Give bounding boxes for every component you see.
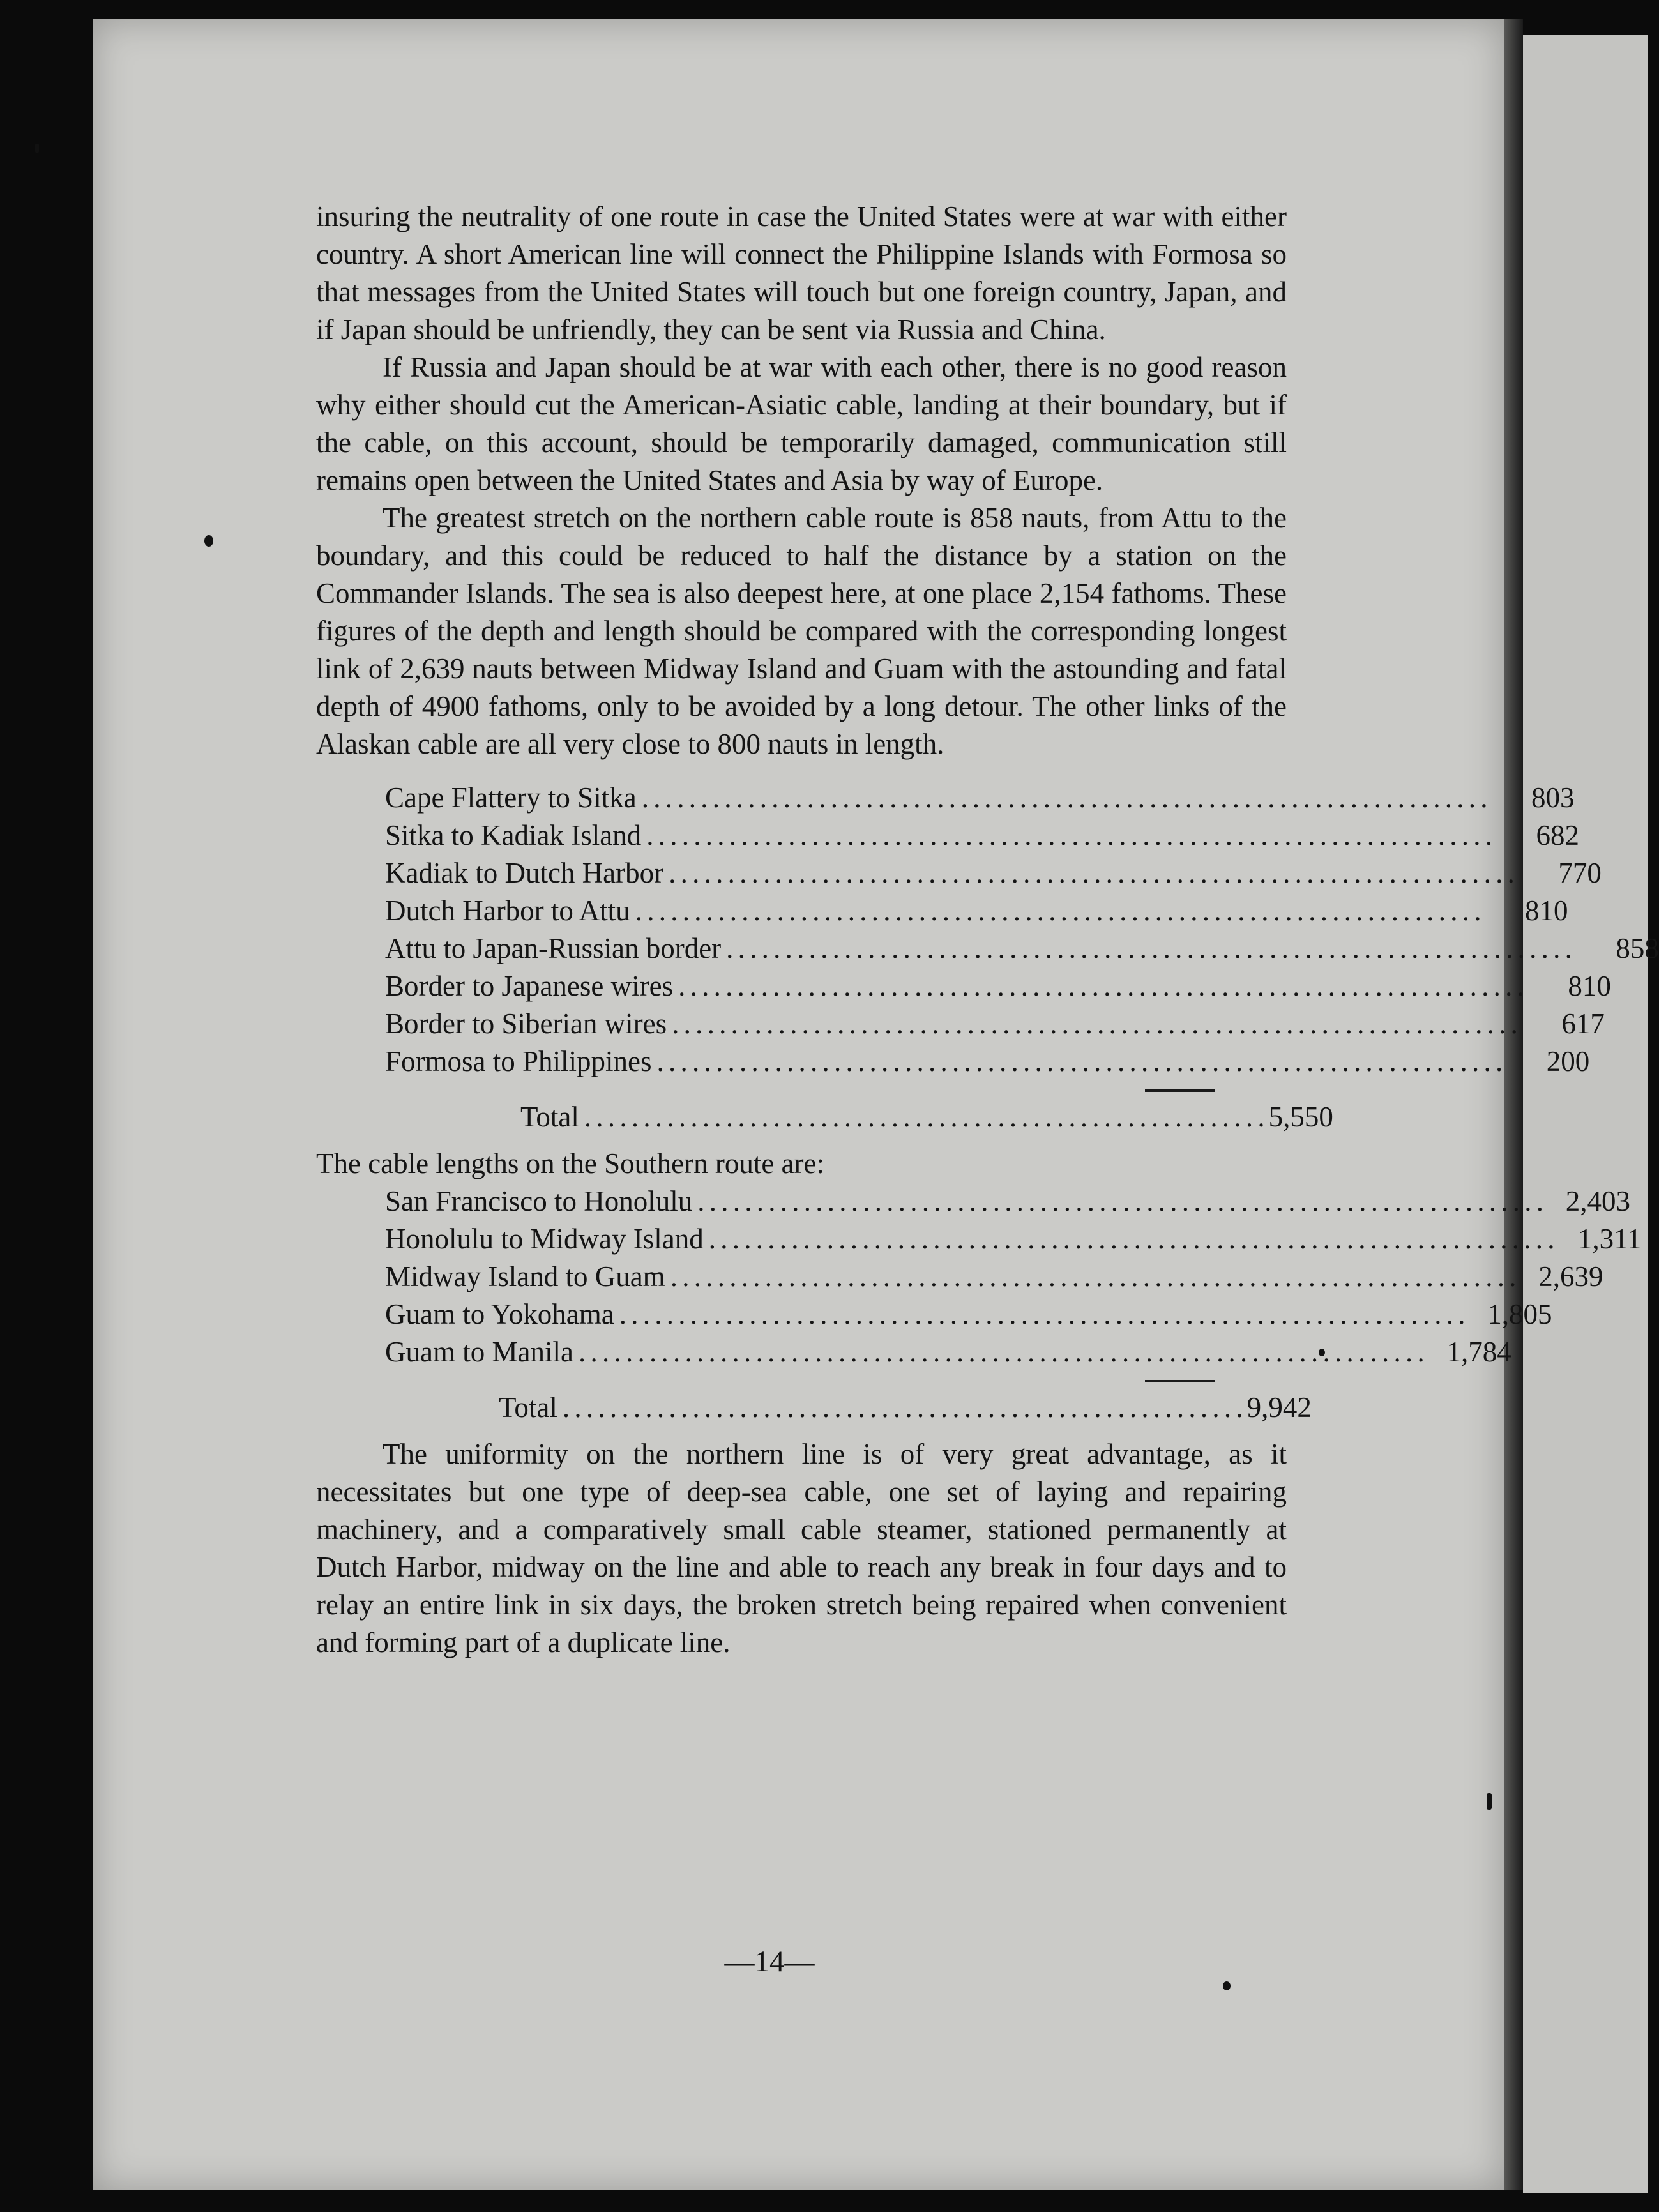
- dot-leader: [709, 1220, 1554, 1258]
- route-label: Attu to Japan-Russian border: [385, 932, 722, 964]
- table-row: [385, 1220, 1642, 1258]
- scan-speck: [1487, 1793, 1492, 1810]
- table-row: [385, 930, 1659, 967]
- dot-leader: [579, 1333, 1423, 1371]
- scan-speck: [1223, 1981, 1231, 1990]
- total-label: Total: [520, 1101, 579, 1133]
- paragraph-3: The greatest stretch on the northern cable route is 858 nauts, from Attu to the boundary, and this could be reduced to half the distance by a station on the Commander Islands. The sea is also deepest here, at one place 2,154 fathoms. These figures of the depth and length should be compared with the corresponding longest link of 2,639 nauts between Midway Island and Guam with the astounding and fatal depth of 4900 fathoms, only to be avoided by a long detour. The other links of the Alaskan cable are all very close to 800 nauts in length.: [316, 502, 1287, 760]
- scan-speck: [35, 144, 39, 153]
- total-value: 5,550: [1268, 1101, 1333, 1133]
- dot-leader: [726, 930, 1571, 967]
- dot-leader: [678, 967, 1523, 1005]
- scan-speck: [204, 535, 213, 547]
- dot-leader: [646, 817, 1491, 854]
- page-number: —14—: [724, 1945, 815, 1978]
- route-label: Sitka to Kadiak Island: [385, 819, 642, 851]
- route-length: 810: [1568, 970, 1611, 1002]
- total-value: 9,942: [1246, 1391, 1312, 1423]
- dot-leader: . . . . . . . . . . . . . . . . . . . . . . . . . . . . . . . . . . . . . . . . . . . . . . . . . . . . . . . . . .: [584, 1101, 1264, 1133]
- northern-total-row: [385, 1098, 1333, 1136]
- table-row: [385, 1005, 1605, 1043]
- route-label: Formosa to Philippines: [385, 1045, 652, 1077]
- dot-leader: [697, 1183, 1542, 1220]
- route-length: 858: [1616, 932, 1659, 964]
- sum-rule: [1145, 1380, 1215, 1382]
- dot-leader: [642, 779, 1487, 817]
- route-length: 810: [1524, 895, 1568, 927]
- dot-leader: . . . . . . . . . . . . . . . . . . . . . . . . . . . . . . . . . . . . . . . . . . . . . . . . . . . . . . . . . .: [562, 1391, 1242, 1423]
- dot-leader: [619, 1296, 1464, 1333]
- dot-leader: [635, 892, 1480, 930]
- page-gutter-shadow: [1504, 19, 1523, 2190]
- northern-route-table: [385, 779, 1659, 1136]
- paragraph-2: If Russia and Japan should be at war with each other, there is no good reason why either should cut the American-Asiatic cable, landing at their boundary, but if the cable, on this account, should be temporarily damaged, communication still remains open between the United States and Asia by way of Europe.: [316, 351, 1287, 496]
- route-length: 682: [1536, 819, 1579, 851]
- route-label: Kadiak to Dutch Harbor: [385, 857, 664, 889]
- table-row: [385, 892, 1568, 930]
- table-row: [385, 1043, 1590, 1080]
- route-label: Border to Japanese wires: [385, 970, 674, 1002]
- route-length: 770: [1558, 857, 1602, 889]
- southern-total-row: [385, 1389, 1312, 1427]
- route-length: 1,784: [1446, 1336, 1511, 1368]
- route-label: Dutch Harbor to Attu: [385, 895, 630, 927]
- paragraph-4: The uniformity on the northern line is of very great advantage, as it necessitates but one type of deep-sea cable, one set of laying and repairing machinery, and a comparatively small cable steamer, stationed permanently at Dutch Harbor, midway on the line and able to reach any break in four days and to relay an entire link in six days, the broken stretch being repaired when convenient and forming part of a duplicate line.: [316, 1438, 1287, 1658]
- paragraph-1: insuring the neutrality of one route in case the United States were at war with either country. A short American line will connect the Philippine Islands with Formosa so that messages from the United States will touch but one foreign country, Japan, and if Japan should be unfriendly, they can be sent via Russia and China.: [316, 201, 1287, 345]
- route-label: Midway Island to Guam: [385, 1261, 665, 1292]
- route-label: Honolulu to Midway Island: [385, 1223, 704, 1255]
- table-row: [385, 1333, 1511, 1371]
- southern-route-intro: The cable lengths on the Southern route are:: [316, 1148, 824, 1179]
- table-row: [385, 779, 1575, 817]
- route-label: San Francisco to Honolulu: [385, 1185, 693, 1217]
- route-label: Cape Flattery to Sitka: [385, 782, 637, 814]
- table-row: [385, 1183, 1630, 1220]
- table-row: [385, 1258, 1603, 1296]
- table-row: [385, 967, 1611, 1005]
- table-row: [385, 1296, 1552, 1333]
- route-length: 1,805: [1487, 1298, 1552, 1330]
- dot-leader: [669, 854, 1513, 892]
- adjacent-page-edge: [1523, 35, 1648, 2193]
- table-row: [385, 817, 1579, 854]
- route-length: 2,639: [1538, 1261, 1603, 1292]
- route-length: 617: [1561, 1008, 1605, 1040]
- table-row: [385, 854, 1602, 892]
- route-length: 1,311: [1577, 1223, 1642, 1255]
- page-body: [316, 198, 1659, 1662]
- route-label: Guam to Yokohama: [385, 1298, 614, 1330]
- dot-leader: [670, 1258, 1515, 1296]
- route-label: Guam to Manila: [385, 1336, 573, 1368]
- route-length: 2,403: [1565, 1185, 1630, 1217]
- route-length: 803: [1531, 782, 1575, 814]
- route-length: 200: [1546, 1045, 1590, 1077]
- total-label: Total: [499, 1391, 557, 1423]
- southern-route-table: [385, 1183, 1642, 1427]
- dot-leader: [657, 1043, 1502, 1080]
- sum-rule: [1145, 1089, 1215, 1092]
- dot-leader: [672, 1005, 1517, 1043]
- route-label: Border to Siberian wires: [385, 1008, 667, 1040]
